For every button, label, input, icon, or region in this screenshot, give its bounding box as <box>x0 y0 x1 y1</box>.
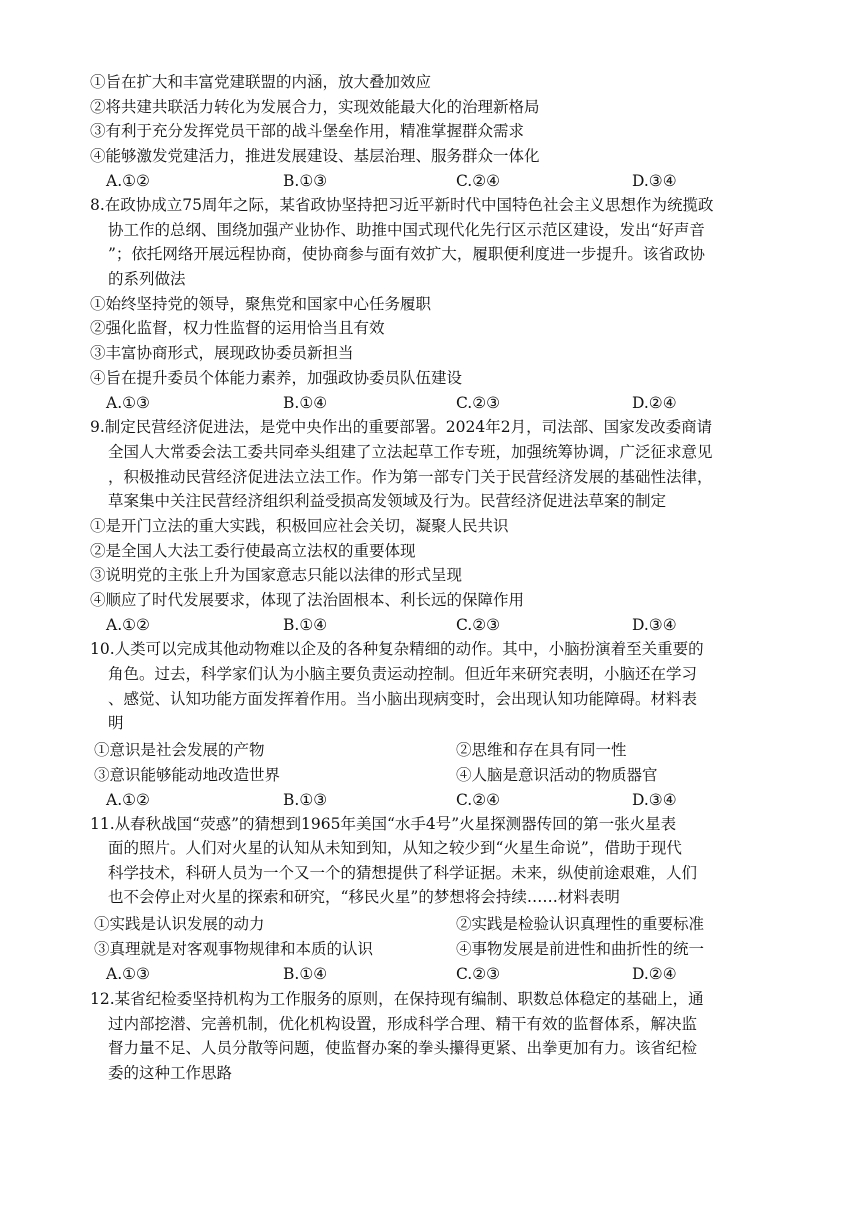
q11-statement-3: ③真理就是对客观事物规律和本质的认识 <box>94 940 374 958</box>
option-c: C.②③ <box>456 394 501 412</box>
option-d: D.②④ <box>632 394 677 412</box>
q8-stem-line-1: 8.在政协成立75周年之际，某省政协坚持把习近平新时代中国特色社会主义思想作为统揽政 <box>90 196 714 214</box>
q11-statement-1: ①实践是认识发展的动力 <box>94 915 265 933</box>
q8-statement-2: ②强化监督，权力性监督的运用恰当且有效 <box>90 319 385 337</box>
q10-stem-line-1: 10.人类可以完成其他动物难以企及的各种复杂精细的动作。其中，小脑扮演着至关重要的 <box>90 640 704 658</box>
q8-stem-line-2: 协工作的总纲、围绕加强产业协作、助推中国式现代化先行区示范区建设，发出“好声音 <box>108 221 705 239</box>
q8-statement-4: ④旨在提升委员个体能力素养，加强政协委员队伍建设 <box>90 369 463 387</box>
option-c: C.②④ <box>456 791 501 809</box>
q9-statement-1: ①是开门立法的重大实践，积极回应社会关切，凝聚人民共识 <box>90 517 509 535</box>
q7-statement-4: ④能够激发党建活力，推进发展建设、基层治理、服务群众一体化 <box>90 147 540 165</box>
option-b: B.①③ <box>283 172 328 190</box>
q11-stem-line-2: 面的照片。人们对火星的认知从未知到知，从知之较少到“火星生命说”，借助于现代 <box>108 839 682 857</box>
q11-stem-line-3: 科学技术，科研人员为一个又一个的猜想提供了科学证据。未来，纵使前途艰难，人们 <box>108 864 698 882</box>
option-d: D.②④ <box>632 965 677 983</box>
option-d: D.③④ <box>632 616 677 634</box>
q10-statement-4: ④人脑是意识活动的物质器官 <box>456 766 658 784</box>
q7-options <box>0 169 867 193</box>
q8-statement-3: ③丰富协商形式，展现政协委员新担当 <box>90 344 354 362</box>
q8-options <box>0 391 867 415</box>
option-c: C.②④ <box>456 172 501 190</box>
q11-stem-line-1: 11.从春秋战国“荧惑”的猜想到1965年美国“水手4号”火星探测器传回的第一张火星表 <box>90 815 677 833</box>
option-d: D.③④ <box>632 791 677 809</box>
q11-statement-4: ④事物发展是前进性和曲折性的统一 <box>456 940 705 958</box>
q7-statement-2: ②将共建共联活力转化为发展合力，实现效能最大化的治理新格局 <box>90 98 540 116</box>
option-a: A.①③ <box>106 394 150 412</box>
option-c: C.②③ <box>456 616 501 634</box>
q9-statement-3: ③说明党的主张上升为国家意志只能以法律的形式呈现 <box>90 566 463 584</box>
q10-statement-3: ③意识能够能动地改造世界 <box>94 766 281 784</box>
q10-stem-line-4: 明 <box>108 714 124 732</box>
option-d: D.③④ <box>632 172 677 190</box>
q11-statement-2: ②实践是检验认识真理性的重要标准 <box>456 915 705 933</box>
q10-statement-1: ①意识是社会发展的产物 <box>94 741 265 759</box>
q8-statement-1: ①始终坚持党的领导，聚焦党和国家中心任务履职 <box>90 295 432 313</box>
q10-statements-row-1 <box>0 738 867 762</box>
option-b: B.①④ <box>283 965 328 983</box>
option-c: C.②③ <box>456 965 501 983</box>
q7-statement-1: ①旨在扩大和丰富党建联盟的内涵，放大叠加效应 <box>90 73 432 91</box>
q9-stem-line-3: ，积极推动民营经济促进法立法工作。作为第一部专门关于民营经济发展的基础性法律， <box>108 468 713 486</box>
q11-statements-row-2 <box>0 937 867 961</box>
option-b: B.①④ <box>283 394 328 412</box>
q10-options <box>0 788 867 812</box>
option-a: A.①② <box>106 791 150 809</box>
q10-statement-2: ②思维和存在具有同一性 <box>456 741 627 759</box>
q12-stem-line-1: 12.某省纪检委坚持机构为工作服务的原则，在保持现有编制、职数总体稳定的基础上，通 <box>90 990 704 1008</box>
q9-statement-2: ②是全国人大法工委行使最高立法权的重要体现 <box>90 542 416 560</box>
q12-stem-line-3: 督力量不足、人员分散等问题，使监督办案的拳头攥得更紧、出拳更加有力。该省纪检 <box>108 1039 698 1057</box>
q10-stem-line-3: 、感觉、认知功能方面发挥着作用。当小脑出现病变时，会出现认知功能障碍。材料表 <box>108 690 698 708</box>
q11-options <box>0 962 867 986</box>
option-b: B.①④ <box>283 616 328 634</box>
q9-stem-line-4: 草案集中关注民营经济组织利益受损高发领域及行为。民营经济促进法草案的制定 <box>108 492 667 510</box>
option-b: B.①③ <box>283 791 328 809</box>
q10-stem-line-2: 角色。过去，科学家们认为小脑主要负责运动控制。但近年来研究表明，小脑还在学习 <box>108 665 698 683</box>
q10-statements-row-2 <box>0 763 867 787</box>
q11-stem-line-4: 也不会停止对火星的探索和研究，“移民火星”的梦想将会持续……材料表明 <box>108 888 620 906</box>
q8-stem-line-3: ”；依托网络开展远程协商，使协商参与面有效扩大，履职便利度进一步提升。该省政协 <box>108 245 705 263</box>
q11-statements-row-1 <box>0 912 867 936</box>
option-a: A.①② <box>106 616 150 634</box>
q9-statement-4: ④顺应了时代发展要求，体现了法治固根本、利长远的保障作用 <box>90 591 525 609</box>
q7-statement-3: ③有利于充分发挥党员干部的战斗堡垒作用，精准掌握群众需求 <box>90 122 525 140</box>
q9-options <box>0 613 867 637</box>
q9-stem-line-1: 9.制定民营经济促进法，是党中央作出的重要部署。2024年2月，司法部、国家发改委商请 <box>90 418 713 436</box>
q12-stem-line-2: 过内部挖潜、完善机制，优化机构设置，形成科学合理、精干有效的监督体系，解决监 <box>108 1015 698 1033</box>
option-a: A.①② <box>106 172 150 190</box>
option-a: A.①③ <box>106 965 150 983</box>
q12-stem-line-4: 委的这种工作思路 <box>108 1064 233 1082</box>
q9-stem-line-2: 全国人大常委会法工委共同牵头组建了立法起草工作专班，加强统筹协调，广泛征求意见 <box>108 443 713 461</box>
q8-stem-line-4: 的系列做法 <box>108 270 186 288</box>
